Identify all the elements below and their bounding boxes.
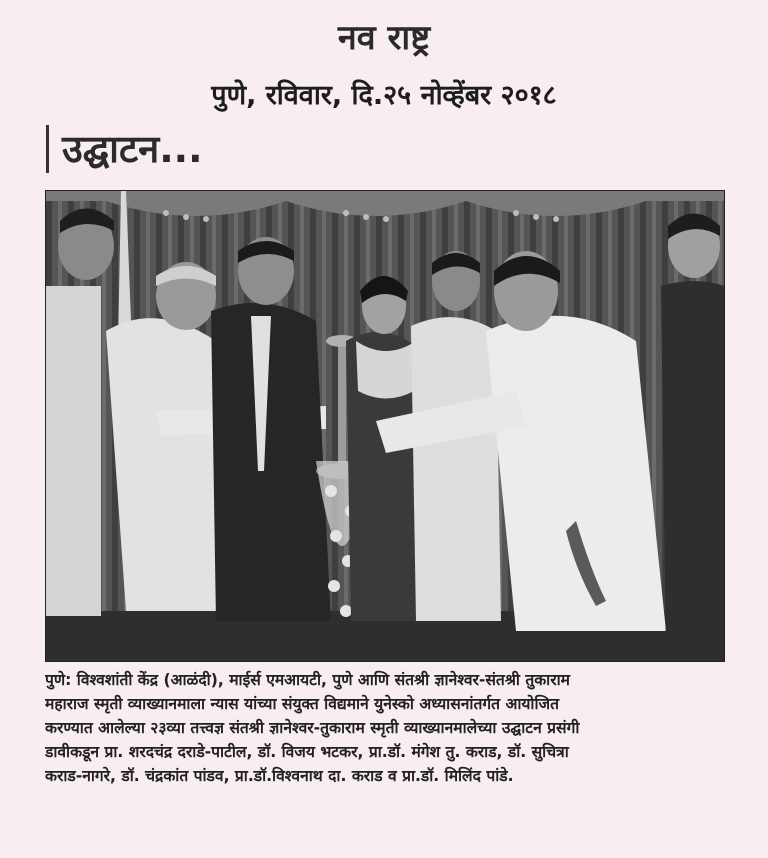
newspaper-title: नव राष्ट्र (337, 18, 431, 58)
news-photo (45, 190, 725, 662)
dateline: पुणे, रविवार, दि.२५ नोव्हेंबर २०१८ (211, 80, 557, 111)
newspaper-masthead (0, 18, 768, 58)
caption-line: करण्यात आलेल्या २३व्या तत्त्वज्ञ संतश्री ज्ञानेश्वर-तुकाराम स्मृती व्याख्यानमालेच्या उद्घाटन प्रसंगी (45, 719, 580, 737)
caption-line: कराड-नागरे, डॉ. चंद्रकांत पांडव, प्रा.डॉ.विश्वनाथ दा. कराड व प्रा.डॉ. मिलिंद पांडे. (45, 767, 514, 785)
news-photo-illustration (46, 191, 724, 661)
caption-line: महाराज स्मृती व्याख्यानमाला न्यास यांच्या संयुक्त विद्यमाने युनेस्को अध्यासनांतर्गत आयोजित (45, 695, 559, 713)
caption-line: डावीकडून प्रा. शरदचंद्र दराडे-पाटील, डॉ. विजय भटकर, प्रा.डॉ. मंगेश तु. कराड, डॉ. सुचित्रा (45, 743, 569, 761)
article-headline: उद्घाटन... (62, 127, 203, 171)
caption-line: पुणे: विश्वशांती केंद्र (आळंदी), माईर्स एमआयटी, पुणे आणि संतश्री ज्ञानेश्वर-संतश्री तुकाराम (45, 671, 570, 689)
photo-caption (45, 668, 725, 788)
headline-bar (46, 125, 49, 173)
